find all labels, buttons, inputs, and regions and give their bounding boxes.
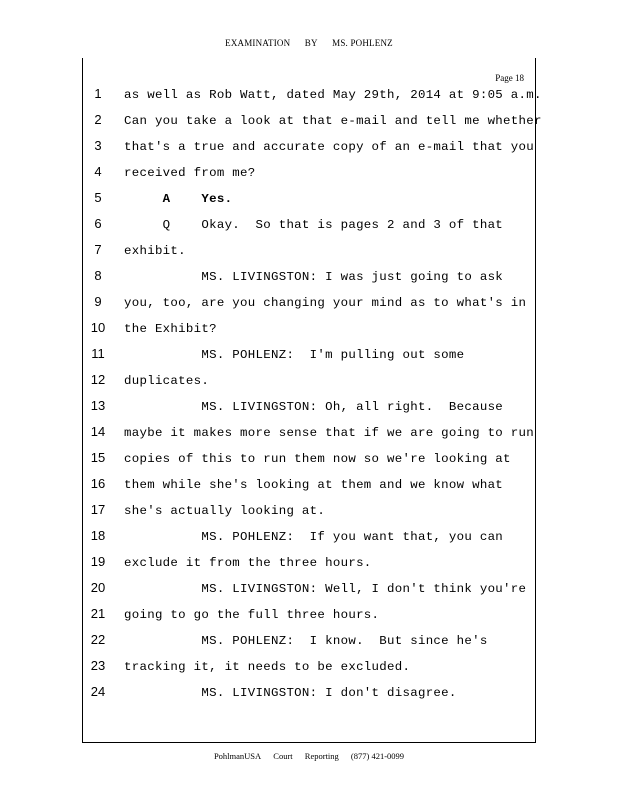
line-text: MS. LIVINGSTON: I don't disagree.: [124, 686, 457, 700]
line-text: exhibit.: [124, 244, 186, 258]
line-number: 21: [90, 606, 106, 621]
line-text: maybe it makes more sense that if we are going to run: [124, 426, 534, 440]
line-text: them while she's looking at them and we know what: [124, 478, 504, 492]
footer-court: Court: [273, 751, 293, 761]
line-text: received from me?: [124, 166, 256, 180]
footer-phone: (877) 421-0099: [350, 751, 405, 761]
line-number: 2: [94, 112, 102, 127]
line-number: 9: [94, 294, 102, 309]
line-text: copies of this to run them now so we're looking at: [124, 452, 511, 466]
line-number: 5: [94, 190, 102, 205]
transcript-line: [0, 606, 618, 632]
header-by: BY: [304, 38, 318, 48]
transcript-line: [0, 242, 618, 268]
line-text: MS. LIVINGSTON: I was just going to ask: [124, 270, 504, 284]
transcript-line: [0, 372, 618, 398]
transcript-line: [0, 398, 618, 424]
line-number: 7: [94, 242, 102, 257]
line-text: the Exhibit?: [124, 322, 217, 336]
transcript-line: [0, 216, 618, 242]
line-number: 18: [90, 528, 106, 543]
line-number: 1: [94, 86, 102, 101]
line-text: MS. LIVINGSTON: Well, I don't think you're: [124, 582, 527, 596]
transcript-line: [0, 450, 618, 476]
transcript-line: [0, 632, 618, 658]
transcript-line: [0, 554, 618, 580]
line-text: MS. LIVINGSTON: Oh, all right. Because: [124, 400, 504, 414]
line-number: 11: [91, 346, 105, 361]
line-number: 20: [90, 580, 106, 595]
page-label: Page: [495, 73, 513, 83]
line-text: Can you take a look at that e-mail and tell me whether: [124, 114, 542, 128]
transcript-line: [0, 112, 618, 138]
line-text: that's a true and accurate copy of an e-mail that you: [124, 140, 534, 154]
page-number-value: 18: [515, 73, 524, 83]
transcript-line: [0, 476, 618, 502]
line-text: exclude it from the three hours.: [124, 556, 372, 570]
transcript-line: [0, 346, 618, 372]
line-text: going to go the full three hours.: [124, 608, 380, 622]
line-number: 15: [90, 450, 106, 465]
transcript-line: [0, 86, 618, 112]
transcript-line: [0, 268, 618, 294]
page-number: [495, 73, 524, 83]
line-text: duplicates.: [124, 374, 210, 388]
line-number: 16: [90, 476, 106, 491]
line-text: as well as Rob Watt, dated May 29th, 2014 at 9:05 a.m.: [124, 88, 542, 102]
line-number: 19: [90, 554, 106, 569]
transcript-line: [0, 580, 618, 606]
line-text: MS. POHLENZ: I'm pulling out some: [124, 348, 465, 362]
header-examination: EXAMINATION: [225, 38, 291, 48]
line-number: 12: [90, 372, 106, 387]
transcript-line: [0, 164, 618, 190]
header-examiner: MS. POHLENZ: [332, 38, 393, 48]
footer-company: PohlmanUSA: [213, 751, 262, 761]
page-header: [0, 38, 618, 48]
line-number: 24: [90, 684, 106, 699]
line-number: 10: [90, 320, 106, 335]
transcript-line: [0, 502, 618, 528]
footer-reporting: Reporting: [304, 751, 339, 761]
transcript-line: [0, 320, 618, 346]
transcript-line: [0, 528, 618, 554]
line-text: she's actually looking at.: [124, 504, 326, 518]
transcript-line: [0, 684, 618, 710]
line-number: 14: [90, 424, 106, 439]
line-number: 17: [90, 502, 106, 517]
line-number: 3: [94, 138, 102, 153]
line-number: 6: [94, 216, 102, 231]
line-text: tracking it, it needs to be excluded.: [124, 660, 411, 674]
line-number: 23: [90, 658, 106, 673]
transcript-line: [0, 424, 618, 450]
line-number: 13: [90, 398, 106, 413]
transcript-line: [0, 138, 618, 164]
transcript-line: [0, 658, 618, 684]
line-text: Q Okay. So that is pages 2 and 3 of that: [124, 218, 504, 232]
transcript-line: [0, 190, 618, 216]
line-text: you, too, are you changing your mind as to what's in: [124, 296, 527, 310]
page-footer: [0, 751, 618, 761]
line-number: 4: [94, 164, 102, 179]
line-number: 22: [90, 632, 106, 647]
transcript-line: [0, 294, 618, 320]
line-text: A Yes.: [124, 192, 233, 206]
line-number: 8: [94, 268, 102, 283]
line-text: MS. POHLENZ: I know. But since he's: [124, 634, 488, 648]
line-text: MS. POHLENZ: If you want that, you can: [124, 530, 504, 544]
